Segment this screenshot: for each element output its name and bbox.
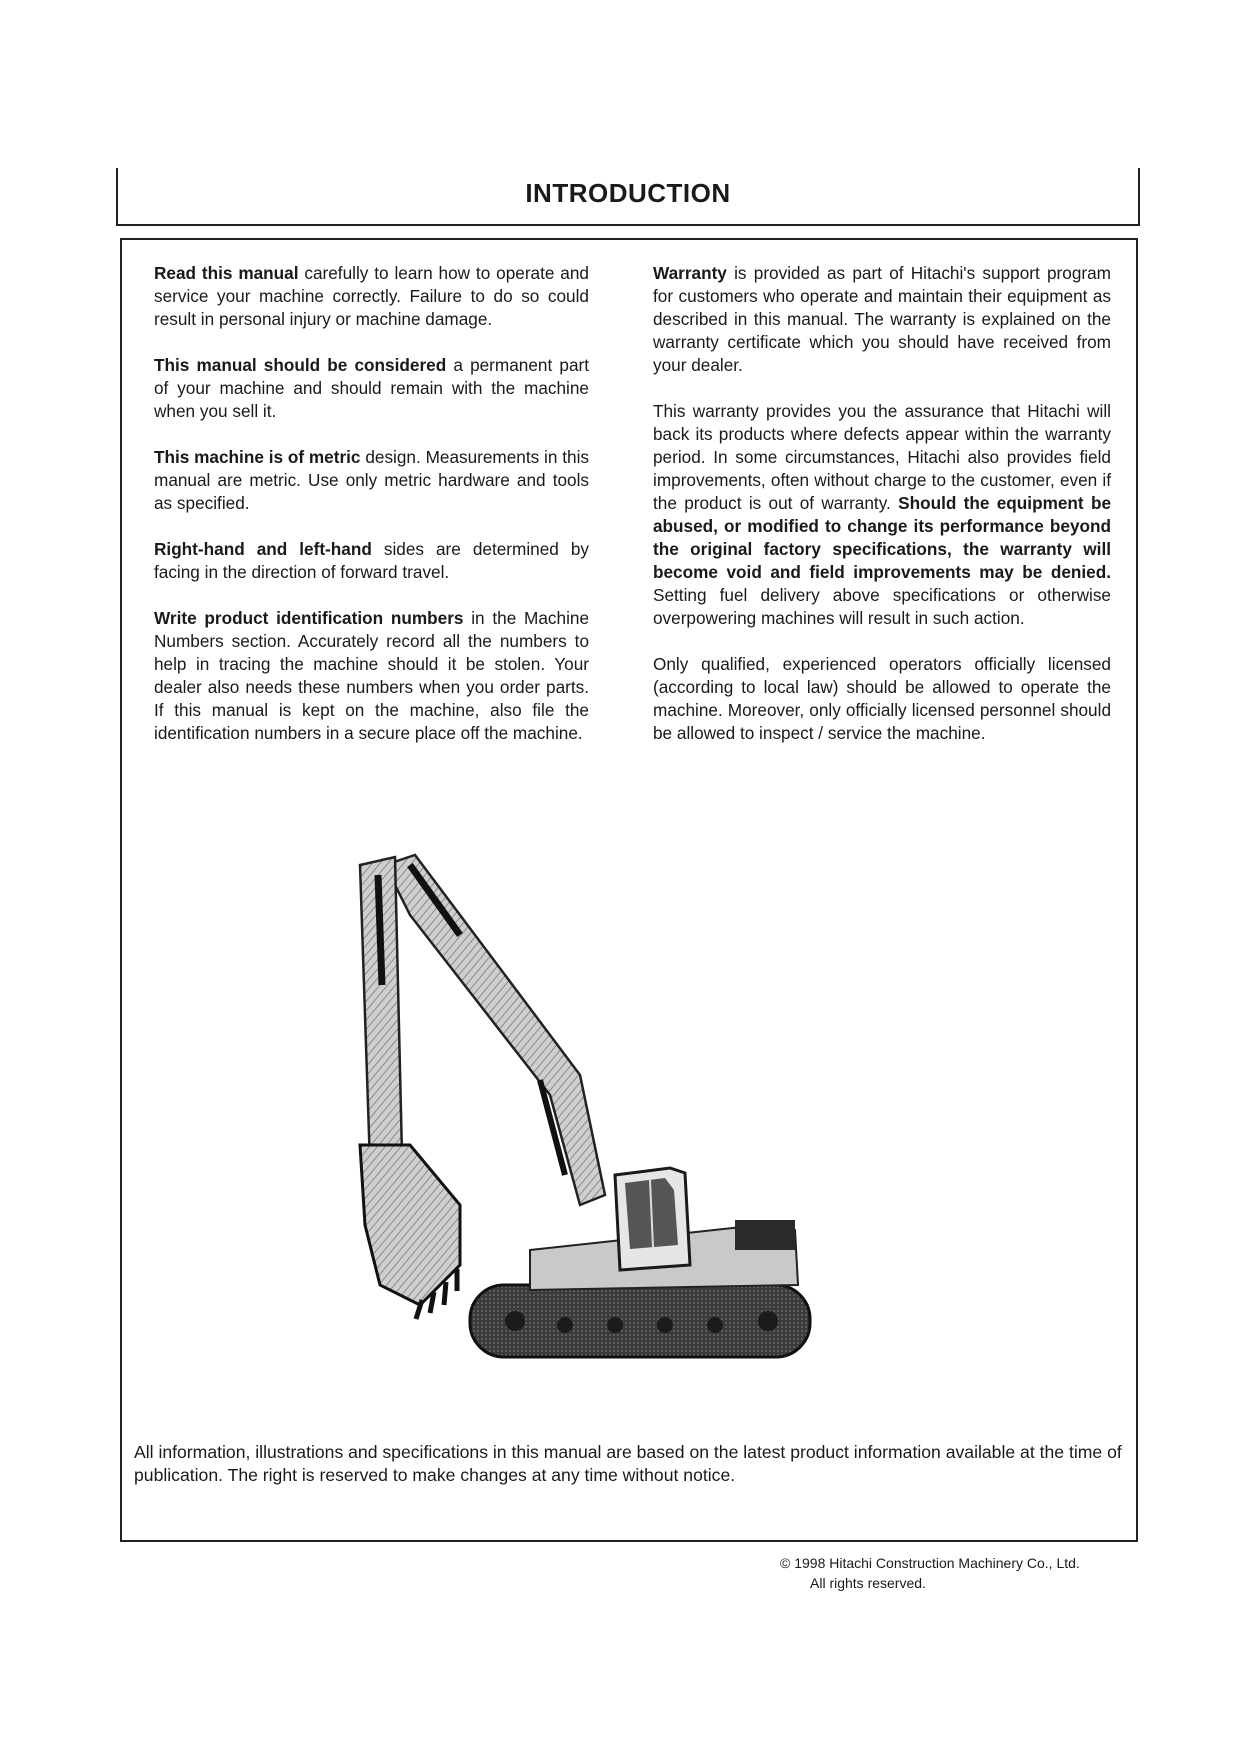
left-column <box>154 262 589 768</box>
page-title: INTRODUCTION <box>525 178 731 208</box>
lead-phrase: Warranty <box>653 263 727 283</box>
paragraph-metric-design <box>154 446 589 515</box>
paragraph-qualified-operators <box>653 653 1111 745</box>
copyright-line: © 1998 Hitachi Construction Machinery Co., Ltd. <box>780 1555 1080 1571</box>
copyright-notice <box>780 1553 1140 1593</box>
excavator-illustration <box>340 845 860 1415</box>
engine-cover <box>735 1220 795 1250</box>
paragraph-sides <box>154 538 589 584</box>
paragraph-warranty <box>653 262 1111 377</box>
paragraph-text: a permanent part of your machine and should remain with the machine when you sell it. <box>154 355 590 421</box>
paragraph-text: design. Measurements in this manual are metric. Use only metric hardware and tools as specified. <box>154 447 590 513</box>
paragraph-text: in the Machine Numbers section. Accurately record all the numbers to help in tracing the machine should it be stolen. Your dealer also needs these numbers when you order parts. If this manual is kept on the machine, also file the identification numbers in a secure place off the machine. <box>154 608 590 743</box>
paragraph-text: sides are determined by facing in the direction of forward travel. <box>154 539 589 582</box>
paragraph-text: Only qualified, experienced operators officially licensed (according to local law) should be allowed to operate the machine. Moreover, only officially licensed personnel should be allowed to inspect / service the machine. <box>653 654 1111 743</box>
paragraph-text: is provided as part of Hitachi's support program for customers who operate and maintain their equipment as described in this manual. The warranty is explained on the warranty certificate which you should have received from your dealer. <box>653 263 1111 375</box>
lead-phrase: Read this manual <box>154 263 299 283</box>
paragraph-text: Setting fuel delivery above specifications or otherwise overpowering machines will result in such action. <box>653 585 1111 628</box>
paragraph-read-manual <box>154 262 589 331</box>
paragraph-text: carefully to learn how to operate and service your machine correctly. Failure to do so could result in personal injury or machine damage. <box>154 263 589 329</box>
warning-text: Should the equipment be abused, or modified to change its performance beyond the original factory specifications, the warranty will become void and field improvements may be denied. <box>653 493 1111 582</box>
lead-phrase: Write product identification numbers <box>154 608 464 628</box>
bucket <box>360 1145 460 1305</box>
paragraph-warranty-assurance <box>653 400 1111 630</box>
right-column <box>653 262 1111 768</box>
paragraph-permanent-part <box>154 354 589 423</box>
disclaimer-note: All information, illustrations and specifications in this manual are based on the latest product information available at the time of publication. The right is reserved to make changes at any time without notice. <box>134 1442 1122 1485</box>
paragraph-identification-numbers <box>154 607 589 745</box>
paragraph-text: This warranty provides you the assurance that Hitachi will back its products where defects appear within the warranty period. In some circumstances, Hitachi also provides field improvements, often without charge to the customer, even if the product is out of warranty. <box>653 401 1111 513</box>
lead-phrase: This manual should be considered <box>154 355 447 375</box>
lead-phrase: Right-hand and left-hand <box>154 539 372 559</box>
rights-reserved: All rights reserved. <box>810 1575 926 1591</box>
lead-phrase: This machine is of metric <box>154 447 361 467</box>
